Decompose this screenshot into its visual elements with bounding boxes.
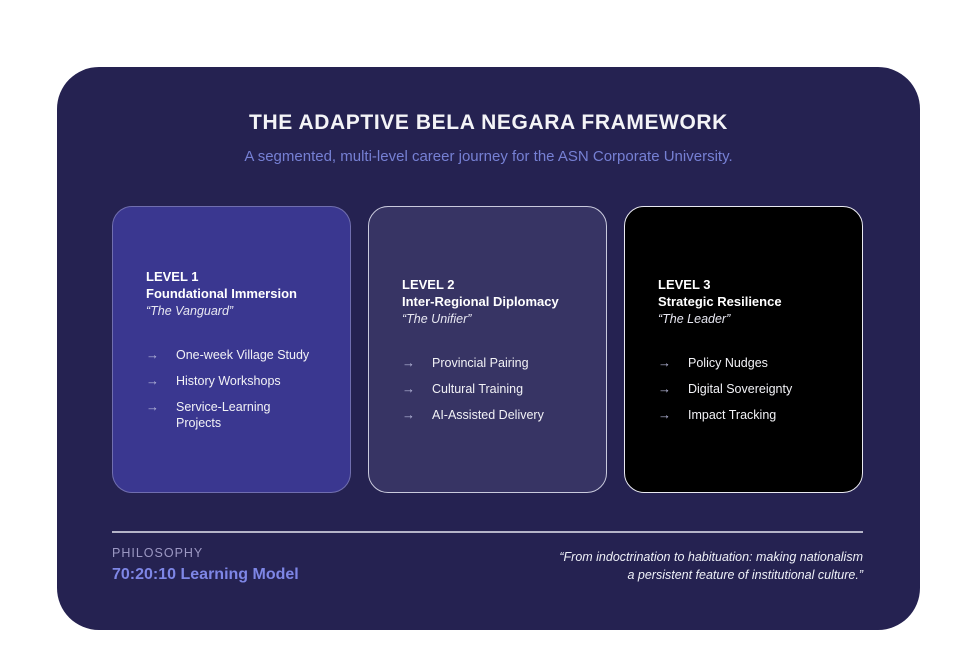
level-1-list (146, 337, 317, 431)
list-item (146, 347, 317, 363)
philosophy-block (112, 546, 299, 584)
level-2-list (402, 345, 573, 423)
list-item (146, 399, 317, 431)
list-item-label: Impact Tracking (688, 408, 777, 422)
arrow-icon: → (146, 373, 159, 388)
level-cards (112, 206, 863, 493)
list-item-label: Service-Learning Projects (176, 400, 271, 430)
page-title: THE ADAPTIVE BELA NEGARA FRAMEWORK (249, 111, 728, 134)
level-2-label: LEVEL 2 (402, 277, 455, 292)
list-item (402, 381, 573, 397)
arrow-icon: → (146, 399, 159, 414)
list-item (402, 407, 573, 423)
list-item-label: AI-Assisted Delivery (432, 408, 544, 422)
level-2-card (368, 206, 607, 493)
footer-quote-line2: a persistent feature of institutional culture.” (627, 568, 863, 582)
level-1-card (112, 206, 351, 493)
arrow-icon: → (658, 407, 671, 422)
arrow-icon: → (402, 407, 415, 422)
level-3-tag: “The Leader” (658, 312, 731, 326)
slide-header (57, 67, 920, 165)
arrow-icon: → (658, 355, 671, 370)
philosophy-label: PHILOSOPHY (112, 546, 204, 560)
arrow-icon: → (402, 355, 415, 370)
arrow-icon: → (146, 347, 159, 362)
list-item-label: Digital Sovereignty (688, 382, 793, 396)
page-subtitle: A segmented, multi-level career journey for the ASN Corporate University. (244, 148, 733, 165)
list-item-label: One-week Village Study (176, 348, 310, 362)
arrow-icon: → (658, 381, 671, 396)
list-item (402, 355, 573, 371)
learning-model-value: 70:20:10 Learning Model (112, 566, 299, 583)
list-item (658, 407, 829, 423)
level-3-card (624, 206, 863, 493)
level-1-label: LEVEL 1 (146, 269, 199, 284)
level-1-title: Foundational Immersion (146, 286, 297, 301)
level-1-tag: “The Vanguard” (146, 304, 234, 318)
list-item-label: Cultural Training (432, 382, 524, 396)
list-item-label: Provincial Pairing (432, 356, 529, 370)
level-2-tag: “The Unifier” (402, 312, 472, 326)
slide-panel (57, 67, 920, 630)
level-2-title: Inter-Regional Diplomacy (402, 294, 559, 309)
list-item (658, 381, 829, 397)
level-3-label: LEVEL 3 (658, 277, 711, 292)
footer-quote-line1: “From indoctrination to habituation: making nationalism (559, 550, 863, 564)
list-item-label: Policy Nudges (688, 356, 768, 370)
slide-footer (112, 546, 863, 584)
footer-quote (559, 548, 863, 584)
arrow-icon: → (402, 381, 415, 396)
footer-divider (112, 531, 863, 533)
list-item (658, 355, 829, 371)
level-3-title: Strategic Resilience (658, 294, 782, 309)
level-3-list (658, 345, 829, 423)
list-item-label: History Workshops (176, 374, 281, 388)
list-item (146, 373, 317, 389)
